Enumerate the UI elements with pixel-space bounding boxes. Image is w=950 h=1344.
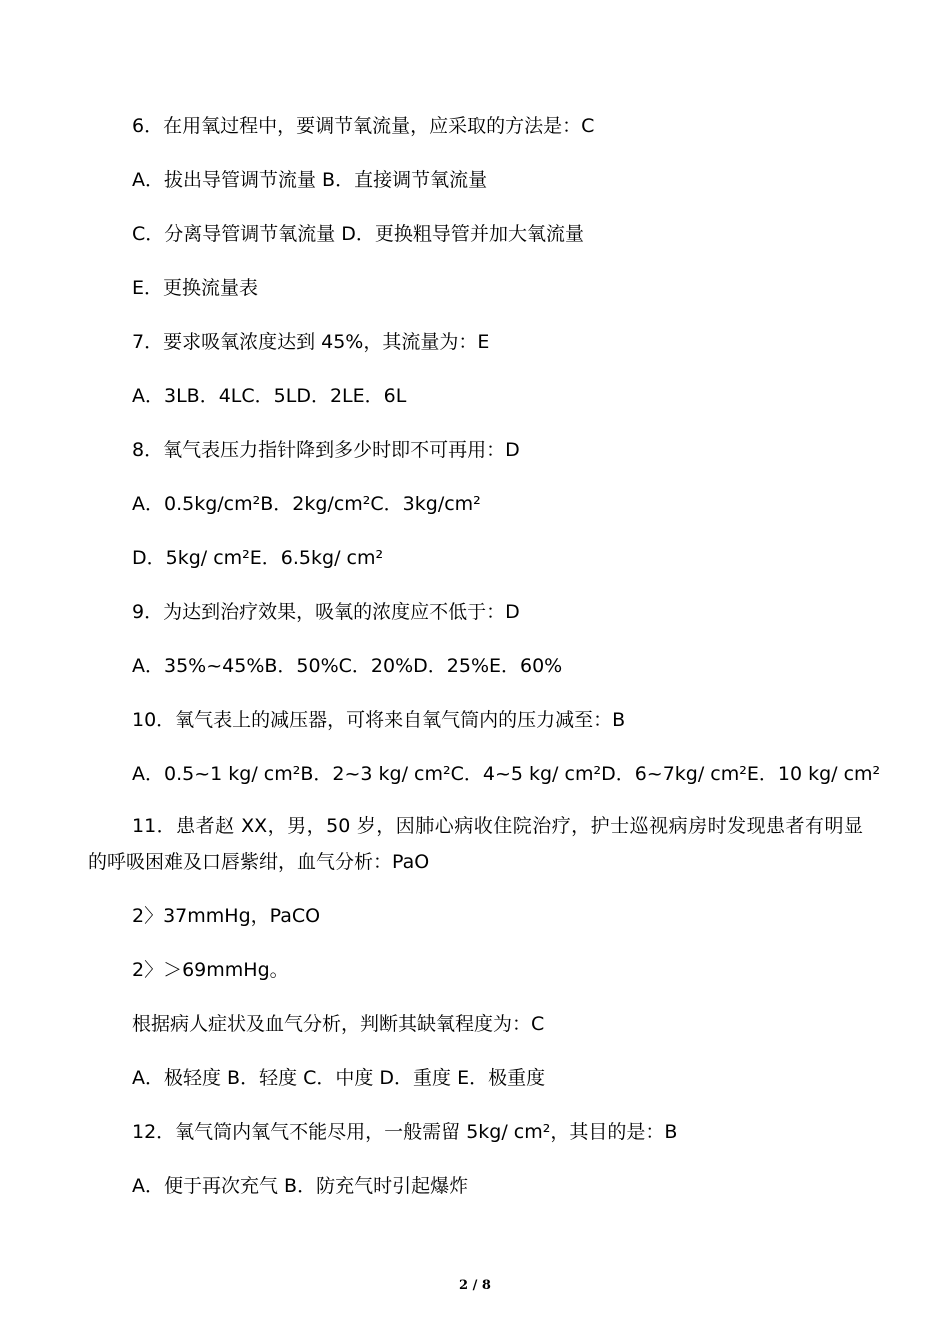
question-7-options: A．3LB．4LC．5LD．2LE．6L <box>132 385 407 407</box>
question-6-options-cd: C．分离导管调节氧流量 D．更换粗导管并加大氧流量 <box>132 223 584 245</box>
question-11: 11．患者赵 XX，男，50 岁，因肺心病收住院治疗，护士巡视病房时发现患者有明显的呼吸困难及口唇紫绀，血气分析：PaO <box>88 815 863 873</box>
question-10-options: A．0.5~1 kg/ cm²B．2~3 kg/ cm²C．4~5 kg/ cm²D．6~7kg/ cm²E．10 kg/ cm² <box>132 763 881 785</box>
question-11-blood-gas-paco2: 2〉＞69mmHg。 <box>132 959 289 981</box>
question-10: 10．氧气表上的减压器，可将来自氧气筒内的压力减至：B <box>132 709 626 731</box>
question-8: 8．氧气表压力指针降到多少时即不可再用：D <box>132 439 520 461</box>
question-7: 7．要求吸氧浓度达到 45%，其流量为：E <box>132 331 490 353</box>
question-8-options-abc: A．0.5kg/cm²B．2kg/cm²C．3kg/cm² <box>132 493 481 515</box>
question-9-options: A．35%~45%B．50%C．20%D．25%E．60% <box>132 655 563 677</box>
question-6-options-ab: A．拔出导管调节流量 B．直接调节氧流量 <box>132 169 488 191</box>
question-12-options: A．便于再次充气 B．防充气时引起爆炸 <box>132 1175 469 1197</box>
question-11-prompt: 根据病人症状及血气分析，判断其缺氧程度为：C <box>132 1013 545 1035</box>
page-number: 2 / 8 <box>459 1278 491 1293</box>
question-6: 6．在用氧过程中，要调节氧流量，应采取的方法是：C <box>132 115 595 137</box>
question-6-option-e: E．更换流量表 <box>132 277 259 299</box>
question-8-options-de: D．5kg/ cm²E．6.5kg/ cm² <box>132 547 384 569</box>
question-11-blood-gas-pao2: 2〉37mmHg，PaCO <box>132 905 321 927</box>
question-12: 12．氧气筒内氧气不能尽用，一般需留 5kg/ cm²，其目的是：B <box>132 1121 678 1143</box>
question-9: 9．为达到治疗效果，吸氧的浓度应不低于：D <box>132 601 520 623</box>
question-11-options: A．极轻度 B．轻度 C．中度 D．重度 E．极重度 <box>132 1067 546 1089</box>
